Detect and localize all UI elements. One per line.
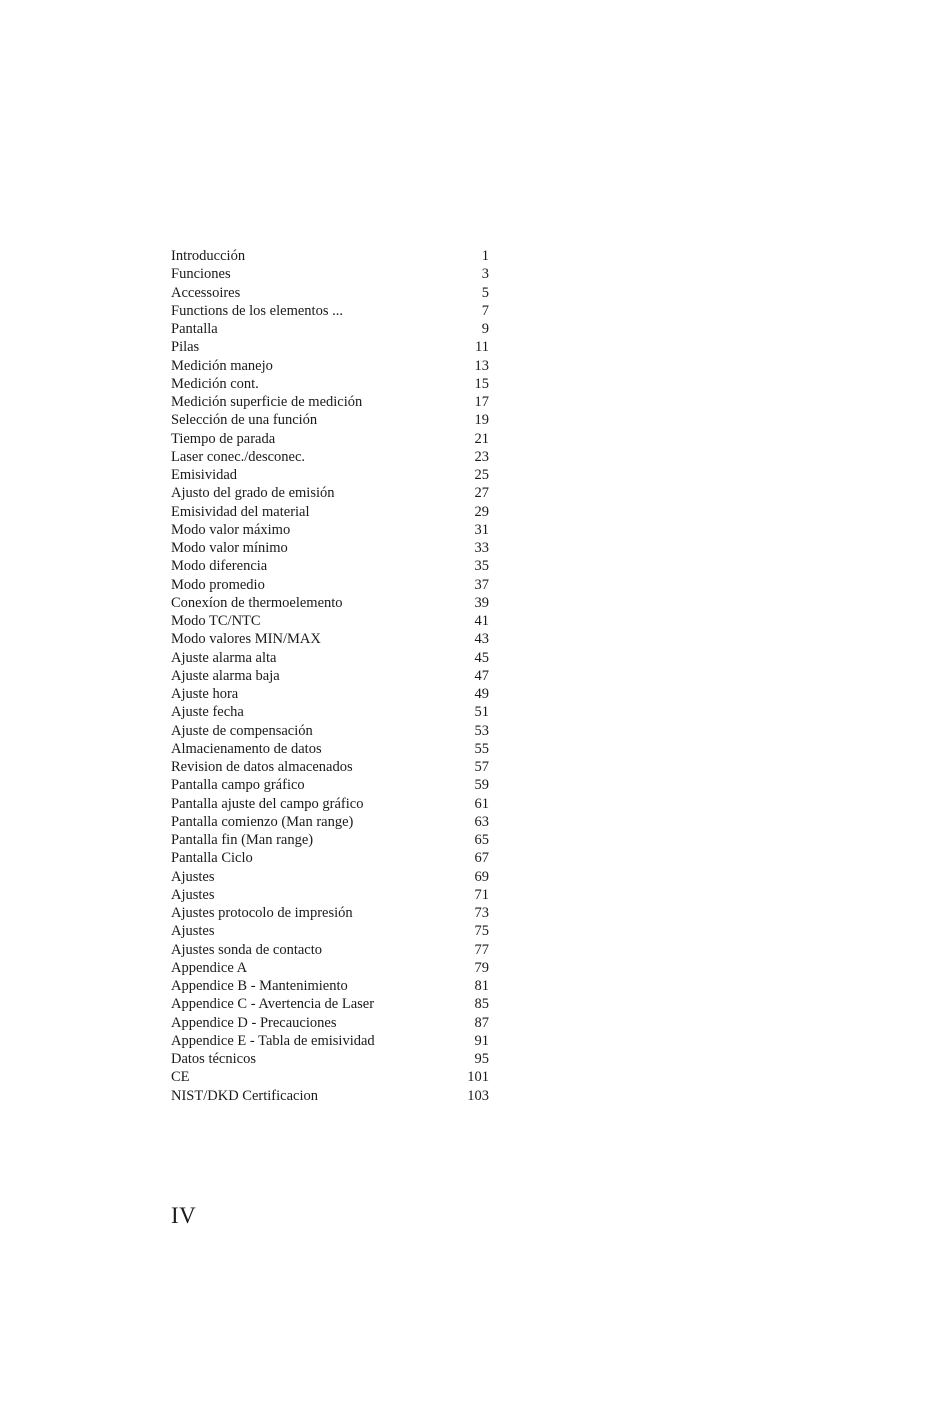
toc-entry [171, 1050, 489, 1068]
toc-entry-page: 37 [474, 576, 489, 593]
toc-entry-title: Laser conec./desconec. [171, 448, 306, 465]
toc-entry-title: Appendice C - Avertencia de Laser [171, 996, 375, 1013]
toc-entry [171, 776, 489, 794]
toc-entry-page: 1 [481, 248, 489, 264]
toc-entry-page: 23 [474, 448, 489, 465]
toc-entry [171, 849, 489, 867]
toc-entry-page: 75 [474, 923, 489, 940]
toc-entry-page: 13 [474, 357, 489, 374]
toc-entry-page: 87 [474, 1014, 489, 1031]
toc-entry [171, 612, 489, 630]
toc-entry [171, 703, 489, 721]
toc-entry-title: Modo valor mínimo [171, 540, 288, 556]
toc-entry-title: Funciones [171, 266, 231, 283]
toc-entry-page: 77 [474, 941, 489, 958]
toc-entry [171, 484, 489, 502]
toc-entry-page: 7 [481, 302, 489, 319]
toc-entry-page: 41 [474, 613, 489, 629]
toc-entry [171, 430, 489, 448]
toc-entry-title: Ajustes protocolo de impresión [171, 905, 353, 921]
toc-entry [171, 795, 489, 813]
toc-entry-page: 5 [481, 284, 489, 301]
toc-entry-title: Appendice B - Mantenimiento [171, 978, 348, 994]
toc-entry-title: Datos técnicos [171, 1051, 256, 1067]
toc-entry-title: Functions de los elementos ... [171, 302, 343, 319]
toc-entry [171, 1087, 489, 1105]
toc-entry [171, 995, 489, 1013]
toc-entry-title: Pantalla Ciclo [171, 850, 253, 867]
toc-entry [171, 868, 489, 886]
toc-entry [171, 1068, 489, 1086]
toc-entry [171, 649, 489, 667]
toc-entry-title: Pantalla fin (Man range) [171, 832, 314, 848]
toc-entry-page: 3 [481, 266, 489, 283]
toc-entry [171, 320, 489, 338]
toc-entry-title: Pantalla ajuste del campo gráfico [171, 795, 364, 812]
toc-entry-title: Emisividad [171, 467, 238, 483]
toc-entry-page: 95 [474, 1051, 489, 1067]
toc-entry [171, 1014, 489, 1032]
toc-entry-page: 53 [474, 722, 489, 739]
toc-entry [171, 813, 489, 831]
toc-entry [171, 758, 489, 776]
toc-entry [171, 904, 489, 922]
toc-entry-page: 21 [474, 430, 489, 447]
toc-entry [171, 338, 489, 356]
toc-entry [171, 393, 489, 411]
toc-entry-title: Selección de una función [171, 412, 318, 429]
toc-entry-title: Ajusto del grado de emisión [171, 485, 335, 502]
toc-entry-title: Ajuste de compensación [171, 722, 313, 739]
toc-entry [171, 411, 489, 429]
toc-entry-title: Introducción [171, 248, 246, 264]
toc-entry [171, 247, 489, 265]
toc-entry-page: 49 [474, 686, 489, 702]
toc-entry-title: Revision de datos almacenados [171, 759, 353, 775]
toc-entry [171, 265, 489, 283]
toc-entry-title: Ajuste alarma alta [171, 649, 277, 666]
toc-entry [171, 959, 489, 977]
toc-entry-title: Appendice D - Precauciones [171, 1014, 337, 1031]
toc-entry-page: 101 [467, 1069, 489, 1086]
toc-entry [171, 539, 489, 557]
toc-entry [171, 722, 489, 740]
toc-entry [171, 831, 489, 849]
toc-entry-title: Ajuste hora [171, 686, 239, 702]
toc-entry [171, 977, 489, 995]
toc-entry-title: Modo TC/NTC [171, 613, 261, 629]
toc-entry-page: 29 [474, 503, 489, 520]
toc-entry-page: 63 [474, 813, 489, 830]
toc-entry [171, 302, 489, 320]
toc-entry-page: 35 [474, 558, 489, 575]
toc-entry-title: Pilas [171, 339, 200, 356]
toc-entry-page: 17 [474, 394, 489, 410]
toc-entry [171, 886, 489, 904]
toc-entry-page: 33 [474, 540, 489, 556]
toc-entry [171, 685, 489, 703]
toc-entry-page: 91 [474, 1032, 489, 1049]
toc-entry [171, 448, 489, 466]
toc-entry-title: Modo valores MIN/MAX [171, 631, 321, 648]
toc-entry-page: 55 [474, 740, 489, 757]
toc-entry-title: Medición cont. [171, 375, 259, 392]
toc-entry-page: 71 [474, 886, 489, 903]
table-of-contents [171, 247, 489, 1105]
toc-entry [171, 503, 489, 521]
toc-entry-title: Conexíon de thermoelemento [171, 594, 343, 611]
toc-entry [171, 630, 489, 648]
toc-entry [171, 1032, 489, 1050]
toc-entry-title: Ajustes [171, 923, 215, 940]
toc-entry-page: 11 [475, 339, 489, 356]
toc-entry-page: 57 [474, 759, 489, 775]
toc-entry-title: Ajuste fecha [171, 704, 244, 721]
toc-entry-page: 45 [474, 649, 489, 666]
page-number: IV [171, 1203, 197, 1228]
toc-entry-page: 67 [474, 850, 489, 867]
toc-entry-title: Emisividad del material [171, 503, 310, 520]
toc-entry-title: Ajustes sonda de contacto [171, 941, 323, 958]
toc-entry [171, 740, 489, 758]
toc-entry-page: 69 [474, 868, 489, 885]
toc-entry-page: 15 [474, 375, 489, 392]
toc-entry-title: Pantalla campo gráfico [171, 777, 305, 794]
toc-entry-title: Appendice E - Tabla de emisividad [171, 1032, 375, 1049]
toc-entry-page: 9 [481, 321, 489, 337]
toc-entry-page: 25 [474, 467, 489, 483]
toc-entry-title: Accessoires [171, 284, 241, 301]
toc-entry-page: 65 [474, 832, 489, 848]
toc-entry-page: 39 [474, 594, 489, 611]
toc-entry-page: 79 [474, 959, 489, 976]
toc-entry [171, 284, 489, 302]
toc-entry [171, 357, 489, 375]
toc-entry-page: 51 [474, 704, 489, 721]
toc-entry-page: 27 [474, 485, 489, 502]
toc-entry-title: Modo promedio [171, 576, 265, 593]
toc-entry-title: Pantalla [171, 321, 218, 337]
toc-entry [171, 375, 489, 393]
toc-entry-title: Pantalla comienzo (Man range) [171, 813, 354, 830]
toc-entry-title: Appendice A [171, 959, 248, 976]
toc-entry-page: 85 [474, 996, 489, 1013]
toc-entry [171, 557, 489, 575]
toc-entry-title: Almacienamento de datos [171, 740, 322, 757]
toc-entry-page: 59 [474, 777, 489, 794]
toc-entry-title: Ajustes [171, 886, 215, 903]
toc-entry-title: Ajustes [171, 868, 215, 885]
toc-entry-page: 73 [474, 905, 489, 921]
toc-entry-page: 19 [474, 412, 489, 429]
toc-entry-page: 103 [467, 1087, 489, 1104]
toc-entry [171, 466, 489, 484]
toc-entry-page: 81 [474, 978, 489, 994]
toc-entry-page: 61 [474, 795, 489, 812]
toc-entry-page: 47 [474, 667, 489, 684]
toc-entry-title: CE [171, 1069, 190, 1086]
toc-entry [171, 922, 489, 940]
toc-entry [171, 941, 489, 959]
toc-entry [171, 521, 489, 539]
toc-entry-page: 43 [474, 631, 489, 648]
toc-entry-title: Medición manejo [171, 357, 273, 374]
toc-entry [171, 667, 489, 685]
toc-entry-title: Tiempo de parada [171, 430, 276, 447]
toc-entry [171, 576, 489, 594]
toc-entry-page: 31 [474, 521, 489, 538]
toc-entry-title: Modo valor máximo [171, 521, 291, 538]
toc-entry-title: Modo diferencia [171, 558, 268, 575]
toc-entry-title: Medición superficie de medición [171, 394, 363, 410]
toc-entry [171, 594, 489, 612]
toc-entry-title: Ajuste alarma baja [171, 667, 280, 684]
toc-entry-title: NIST/DKD Certificacion [171, 1087, 318, 1104]
